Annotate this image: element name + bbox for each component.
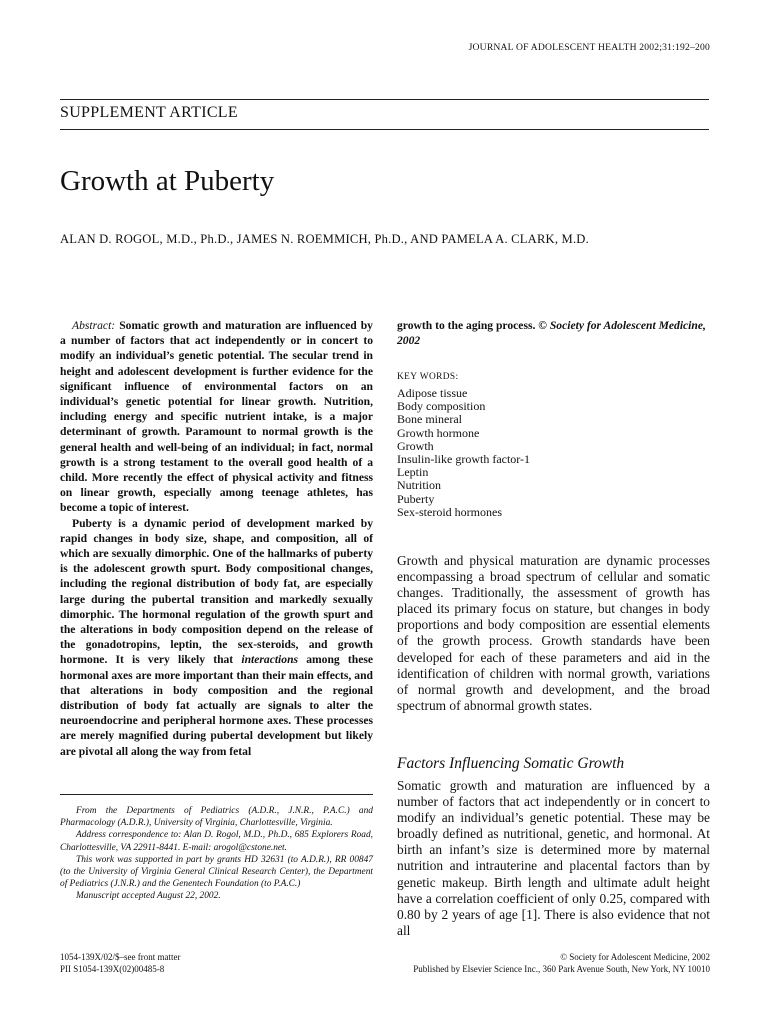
keyword-list	[397, 387, 530, 519]
keyword-item: Body composition	[397, 399, 486, 414]
keyword-item: Puberty	[397, 491, 435, 506]
intro-paragraph: Growth and physical maturation are dynamic processes encompassing a broad spectrum of cellular and somatic changes. Traditionally, the assessment of growth has placed its primary focus on stature, but changes in body proportions and body composition are essential elements of the growth process. Growth standards have been developed for each of these parameters and aid in the identification of children with normal growth, variations of normal growth and development, and the broad spectrum of abnormal growth states.	[397, 553, 710, 713]
abstract-text-2a: Puberty is a dynamic period of development marked by rapid changes in body size, shape, and composition, all of which are sexually dimorphic. One of the hallmarks of puberty is the adolescent growth spurt. Body compositional changes, including the regional distribution of body fat, are especially large during the pubertal transition and markedly sexually dimorphic. The hormonal regulation of the growth spurt and the alterations in body composition depend on the release of the gonadotropins, leptin, the sex-steroids, and growth hormone. It is very likely that	[60, 516, 373, 667]
footnote-funding: This work was supported in part by grants HD 32631 (to A.D.R.), RR 00847 (to the University of Virginia General Clinical Research Center), the Department of Pediatrics (J.N.R.) and the Genentech Foundation (to P.A.C.)	[60, 854, 373, 890]
keyword-item: Insulin-like growth factor-1	[397, 452, 531, 467]
keyword-item: Adipose tissue	[397, 386, 468, 400]
journal-citation: JOURNAL OF ADOLESCENT HEALTH 2002;31:192–200	[468, 42, 710, 53]
keyword-item: Growth	[397, 438, 434, 453]
keywords-heading: KEY WORDS:	[397, 372, 459, 382]
footer-issn: 1054-139X/02/$–see front matter	[60, 952, 181, 962]
keyword-item: Growth hormone	[397, 425, 480, 440]
body-paragraph: Somatic growth and maturation are influenced by a number of factors that act independently or in concert to modify an individual’s genetic potential. These may be broadly defined as nutritional, genetic, and hormonal. At birth an infant’s size is determined more by maternal nutrition and intrauterine and placental factors than by genetic makeup. Birth length and ultimate adult height have a correlation coefficient of only 0.25, compared with 0.80 by 2 years of age [1]. There is also evidence that not all	[397, 778, 710, 938]
footnote-correspondence: Address correspondence to: Alan D. Rogol, M.D., Ph.D., 685 Explorers Road, Charlottesville, VA 22911-8441. E-mail: arogol@cstone.net.	[60, 830, 373, 853]
abstract-continuation	[397, 318, 710, 348]
abstract-continuation-text: growth to the aging process.	[397, 319, 536, 332]
section-label: SUPPLEMENT ARTICLE	[60, 104, 238, 121]
footnote-accepted: Manuscript accepted August 22, 2002.	[76, 891, 221, 902]
abstract-paragraph-2	[60, 516, 373, 759]
top-rule	[60, 99, 709, 100]
article-title: Growth at Puberty	[60, 165, 275, 197]
keyword-item: Bone mineral	[397, 412, 462, 427]
footnotes	[60, 805, 373, 903]
abstract-copyright: © Society for Adolescent Medicine, 2002	[397, 319, 706, 348]
footnote-affiliation: From the Departments of Pediatrics (A.D.R., J.N.R., P.A.C.) and Pharmacology (A.D.R.), University of Virginia, Charlottesville, Virginia.	[60, 806, 373, 829]
author-list: ALAN D. ROGOL, M.D., Ph.D., JAMES N. ROEMMICH, Ph.D., AND PAMELA A. CLARK, M.D.	[60, 232, 589, 246]
footer-publisher: Published by Elsevier Science Inc., 360 Park Avenue South, New York, NY 10010	[413, 964, 710, 974]
abstract-text-2b: among these hormonal axes are more important than their main effects, and that alterations in body composition and the regional distribution of body fat actually are signals to alter the neuroendocrine and peripheral hormone axes. These processes are merely magnified during pubertal development but likely are pivotal all along the way from fetal	[60, 653, 373, 758]
footnote-rule	[60, 794, 373, 795]
keyword-item: Sex-steroid hormones	[397, 504, 502, 519]
abstract-paragraph-1	[60, 318, 373, 516]
abstract	[60, 318, 373, 759]
section-heading: Factors Influencing Somatic Growth	[397, 755, 625, 772]
footer-copyright: © Society for Adolescent Medicine, 2002	[560, 952, 710, 962]
section-rule	[60, 129, 709, 130]
abstract-emphasis: interactions	[241, 653, 299, 667]
footer-right	[413, 951, 710, 975]
abstract-label: Abstract:	[72, 319, 116, 332]
abstract-text-1: Somatic growth and maturation are influenced by a number of factors that act independently or in concert to modify an individual’s genetic potential. The secular trend in height and adolescent development is further evidence for the significant influence of environmental factors on an individual’s genetic potential for linear growth. Nutrition, including energy and specific nutrient intake, is a major determinant of growth. Paramount to normal growth is the general health and well-being of an individual; in fact, normal growth is a strong testament to the overall good health of a child. More recently the effect of physical activity and fitness on linear growth, especially among teenage athletes, has become a topic of interest.	[60, 319, 373, 515]
footer-left	[60, 951, 180, 975]
footer-pii: PII S1054-139X(02)00485-8	[60, 964, 165, 974]
keyword-item: Leptin	[397, 465, 429, 480]
keyword-item: Nutrition	[397, 478, 441, 493]
